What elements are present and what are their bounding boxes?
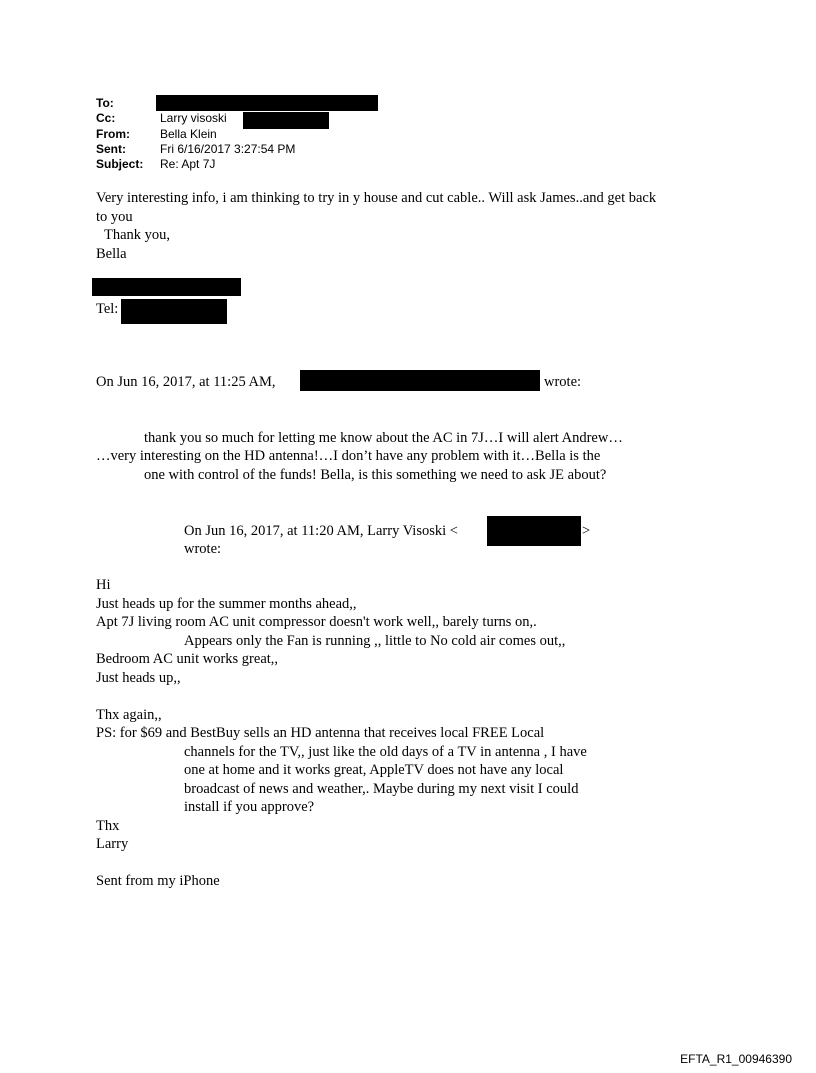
- sent-value: Fri 6/16/2017 3:27:54 PM: [160, 142, 296, 156]
- redacted-to-address: [156, 95, 378, 111]
- from-value: Bella Klein: [160, 127, 217, 141]
- original-line-6: Just heads up,,: [96, 670, 181, 686]
- cc-value: Larry visoski: [160, 111, 227, 125]
- original-line-14: Larry: [96, 836, 129, 852]
- original-line-4: Appears only the Fan is running ,, little to No cold air comes out,,: [184, 633, 566, 649]
- redacted-phone: [121, 299, 227, 324]
- reply-line-3: Thank you,: [104, 227, 171, 243]
- redacted-quote2-email: [487, 516, 581, 546]
- redacted-cc-address: [243, 112, 329, 129]
- subject-value: Re: Apt 7J: [160, 157, 216, 171]
- tel-label: Tel:: [96, 301, 119, 317]
- document-id: EFTA_R1_00946390: [680, 1052, 792, 1066]
- original-line-15: Sent from my iPhone: [96, 873, 220, 889]
- original-line-9: channels for the TV,, just like the old days of a TV in antenna , I have: [184, 744, 587, 760]
- quote2-intro: On Jun 16, 2017, at 11:20 AM, Larry Visoski <: [184, 523, 458, 539]
- original-line-3: Apt 7J living room AC unit compressor doesn't work well,, barely turns on,.: [96, 614, 537, 630]
- sent-label: Sent:: [96, 142, 126, 156]
- original-line-2: Just heads up for the summer months ahead,,: [96, 596, 357, 612]
- quote1-intro-wrote: wrote:: [544, 374, 582, 390]
- quote2-intro-wrote: wrote:: [184, 541, 222, 557]
- to-label: To:: [96, 96, 114, 110]
- original-line-8: PS: for $69 and BestBuy sells an HD antenna that receives local FREE Local: [96, 725, 545, 741]
- original-line-1: Hi: [96, 577, 111, 593]
- quote2-intro-close: >: [582, 523, 591, 539]
- subject-label: Subject:: [96, 157, 144, 171]
- original-line-11: broadcast of news and weather,. Maybe during my next visit I could: [184, 781, 579, 797]
- quote1-line-3: one with control of the funds! Bella, is this something we need to ask JE about?: [144, 467, 607, 483]
- cc-label: Cc:: [96, 111, 116, 125]
- original-line-10: one at home and it works great, AppleTV does not have any local: [184, 762, 564, 778]
- original-line-13: Thx: [96, 818, 120, 834]
- reply-line-1: Very interesting info, i am thinking to try in y house and cut cable.. Will ask James..and get back: [96, 190, 657, 206]
- redacted-signature-line: [92, 278, 241, 296]
- quote1-line-1: thank you so much for letting me know about the AC in 7J…I will alert Andrew…: [144, 430, 623, 446]
- reply-line-4: Bella: [96, 246, 127, 262]
- quote1-intro: On Jun 16, 2017, at 11:25 AM,: [96, 374, 276, 390]
- quote1-line-2: …very interesting on the HD antenna!…I don’t have any problem with it…Bella is the: [96, 448, 601, 464]
- original-line-12: install if you approve?: [184, 799, 315, 815]
- reply-line-2: to you: [96, 209, 133, 225]
- original-line-7: Thx again,,: [96, 707, 162, 723]
- redacted-quote1-sender: [300, 370, 540, 391]
- from-label: From:: [96, 127, 130, 141]
- original-line-5: Bedroom AC unit works great,,: [96, 651, 279, 667]
